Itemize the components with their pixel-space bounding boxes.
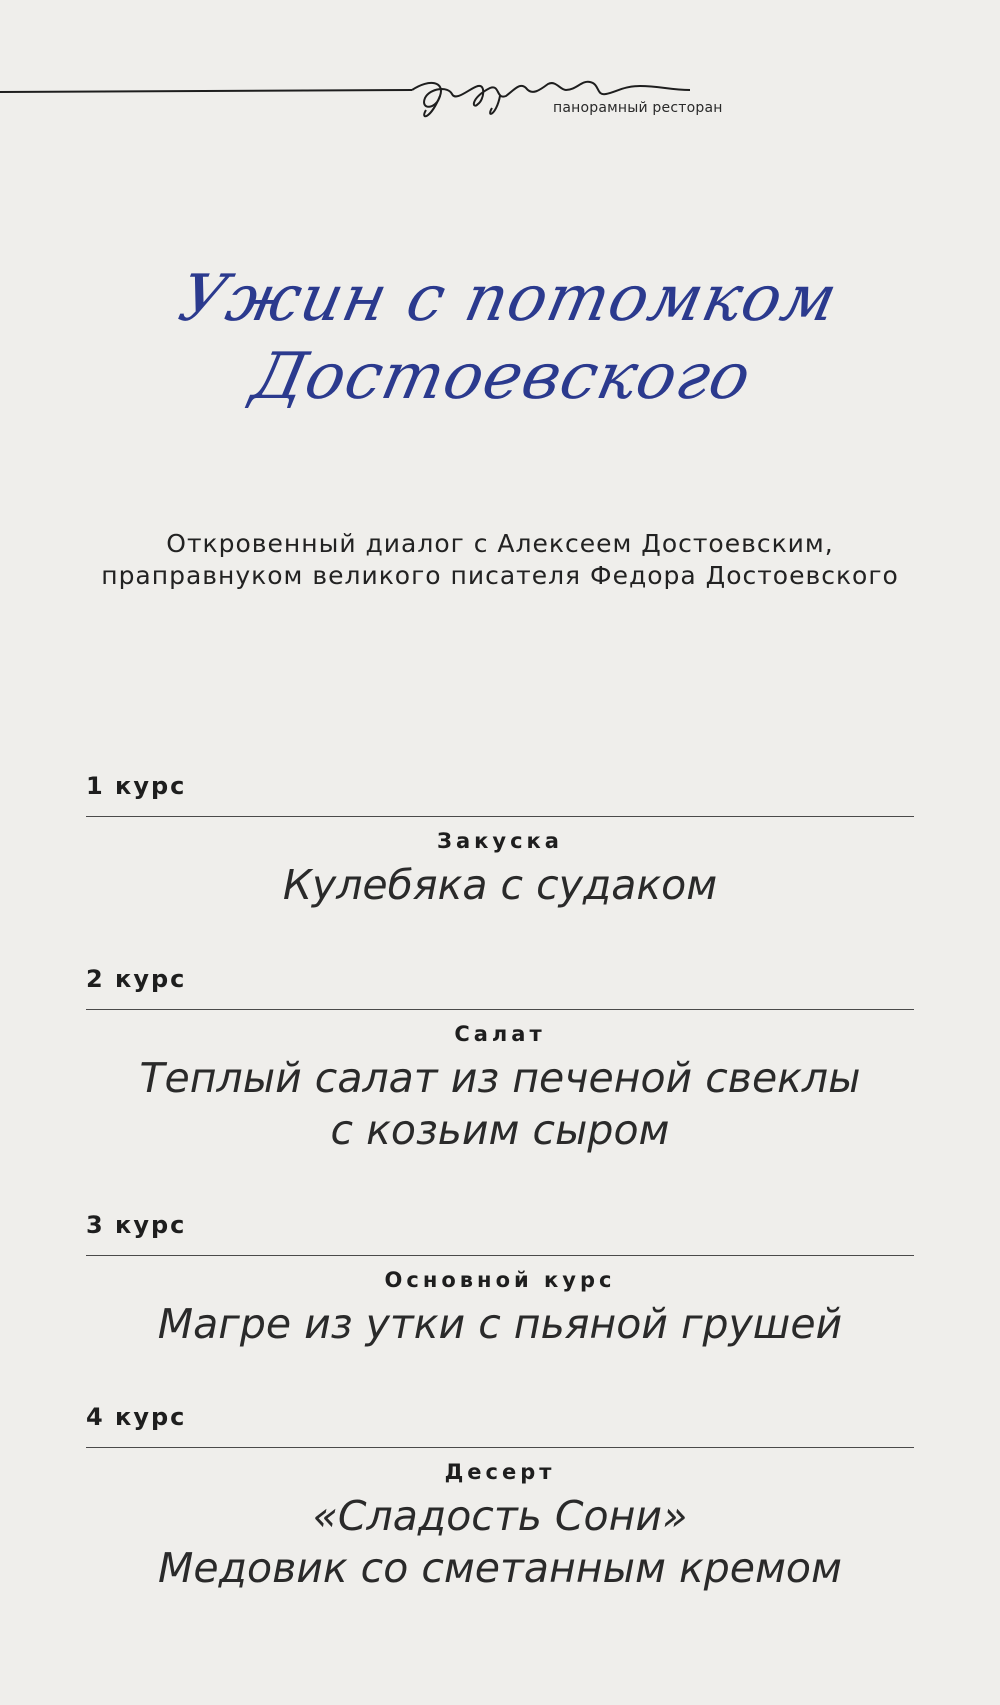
course-category: Закуска: [437, 829, 563, 853]
subtitle-line-2: праправнуком великого писателя Федора Достоевского: [101, 561, 899, 590]
event-title: [160, 260, 845, 490]
course-item: [86, 1401, 914, 1651]
dish-line: Теплый салат из печеной свеклы: [139, 1054, 861, 1102]
dish-line: Кулебяка с судаком: [282, 861, 718, 909]
dish-line: Медовик со сметанным кремом: [158, 1544, 842, 1592]
event-title-line-1: Ужин с потомком: [172, 262, 845, 336]
course-divider: [86, 816, 914, 817]
menu: [86, 770, 914, 1651]
course-number: 3 курс: [86, 1211, 187, 1239]
header: [0, 0, 1000, 170]
course-item: [86, 770, 914, 963]
course-dish: [86, 1298, 914, 1350]
dish-line: Магре из утки с пьяной грушей: [157, 1300, 843, 1348]
course-category: Основной курс: [384, 1268, 616, 1292]
course-dish: [86, 1490, 914, 1594]
logo-signature: [0, 60, 1000, 120]
dish-line: «Сладость Сони»: [312, 1492, 688, 1540]
course-item: [86, 963, 914, 1209]
course-number: 4 курс: [86, 1403, 187, 1431]
event-title-line-2: Достоевского: [245, 340, 758, 414]
course-dish: [86, 859, 914, 911]
course-dish: [86, 1052, 914, 1156]
course-number: 1 курс: [86, 772, 187, 800]
course-divider: [86, 1255, 914, 1256]
course-number: 2 курс: [86, 965, 187, 993]
subtitle-line-1: Откровенный диалог с Алексеем Достоевским,: [166, 529, 834, 558]
logo-tagline: панорамный ресторан: [553, 100, 723, 116]
course-divider: [86, 1009, 914, 1010]
dish-line: с козьим сыром: [330, 1106, 670, 1154]
course-item: [86, 1209, 914, 1401]
course-category: Салат: [454, 1022, 546, 1046]
course-category: Десерт: [444, 1460, 556, 1484]
course-divider: [86, 1447, 914, 1448]
event-subtitle: [0, 528, 1000, 592]
